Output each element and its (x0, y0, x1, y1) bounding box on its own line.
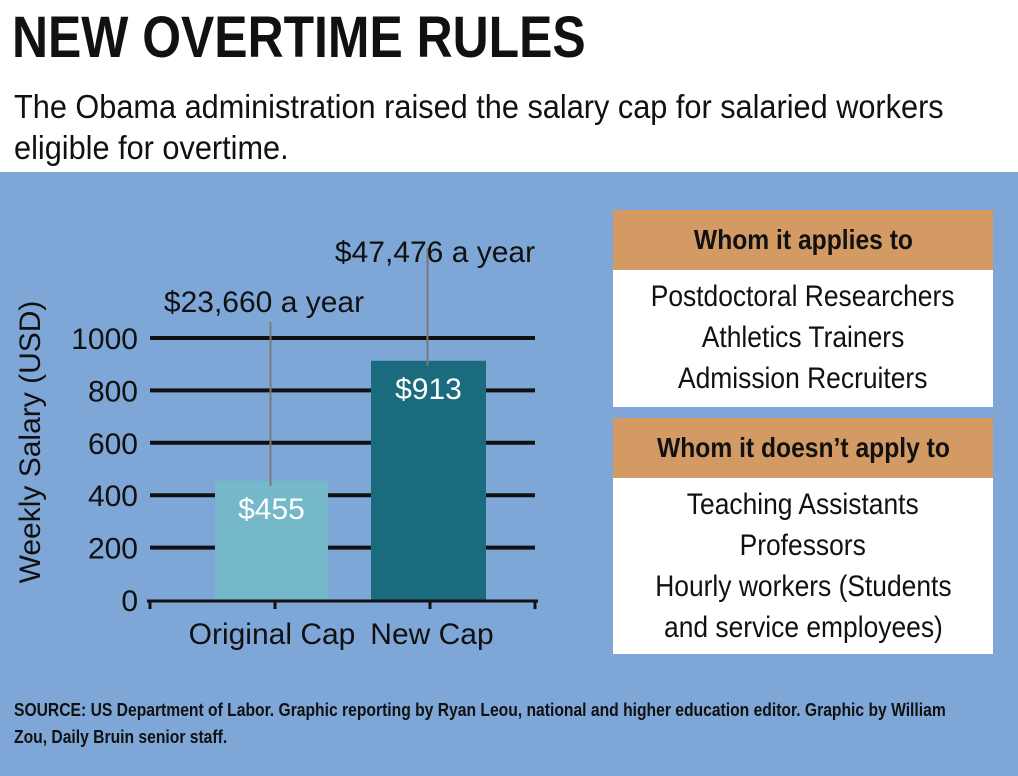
bar-value-label: $913 (395, 372, 462, 406)
y-tick-label: 0 (121, 585, 138, 618)
source-note: SOURCE: US Department of Labor. Graphic reporting by Ryan Leou, national and higher education editor. Graphic by William Zou, Daily Bruin senior staff. (14, 700, 946, 747)
y-tick-label: 1000 (71, 323, 138, 356)
y-tick-label: 600 (87, 427, 138, 461)
y-axis-title: Weekly Salary (USD) (14, 300, 47, 584)
y-tick-label: 800 (87, 375, 138, 409)
bar-value-label: $455 (238, 492, 305, 526)
x-category-label: New Cap (370, 618, 494, 651)
bar-chart (0, 172, 600, 692)
header (0, 0, 1018, 172)
applies-heading: Whom it applies to (693, 224, 913, 255)
applies-item: Athletics Trainers (701, 321, 905, 354)
y-tick-label: 200 (87, 532, 138, 566)
applies-item: Admission Recruiters (678, 362, 928, 395)
not-applies-list (613, 484, 993, 648)
not-applies-item: Teaching Assistants (687, 488, 919, 521)
not-applies-heading: Whom it doesn’t apply to (656, 432, 950, 463)
not-applies-card-header (613, 418, 993, 478)
not-applies-item: Professors (739, 529, 867, 562)
annual-salary-annotation: $23,660 a year (163, 286, 365, 319)
not-applies-item: and service employees) (663, 611, 943, 644)
applies-card-header (613, 210, 993, 270)
applies-card (613, 210, 993, 407)
page-subtitle: The Obama administration raised the salary cap for salaried workers eligible for overtime. (14, 88, 944, 166)
page-title: NEW OVERTIME RULES (12, 5, 586, 70)
not-applies-card (613, 418, 993, 654)
applies-list (613, 276, 993, 399)
y-tick-label: 400 (87, 480, 138, 514)
applies-item: Postdoctoral Researchers (651, 280, 955, 313)
not-applies-item: Hourly workers (Students (654, 570, 952, 603)
annual-salary-annotation: $47,476 a year (334, 236, 536, 269)
x-category-label: Original Cap (188, 618, 356, 651)
